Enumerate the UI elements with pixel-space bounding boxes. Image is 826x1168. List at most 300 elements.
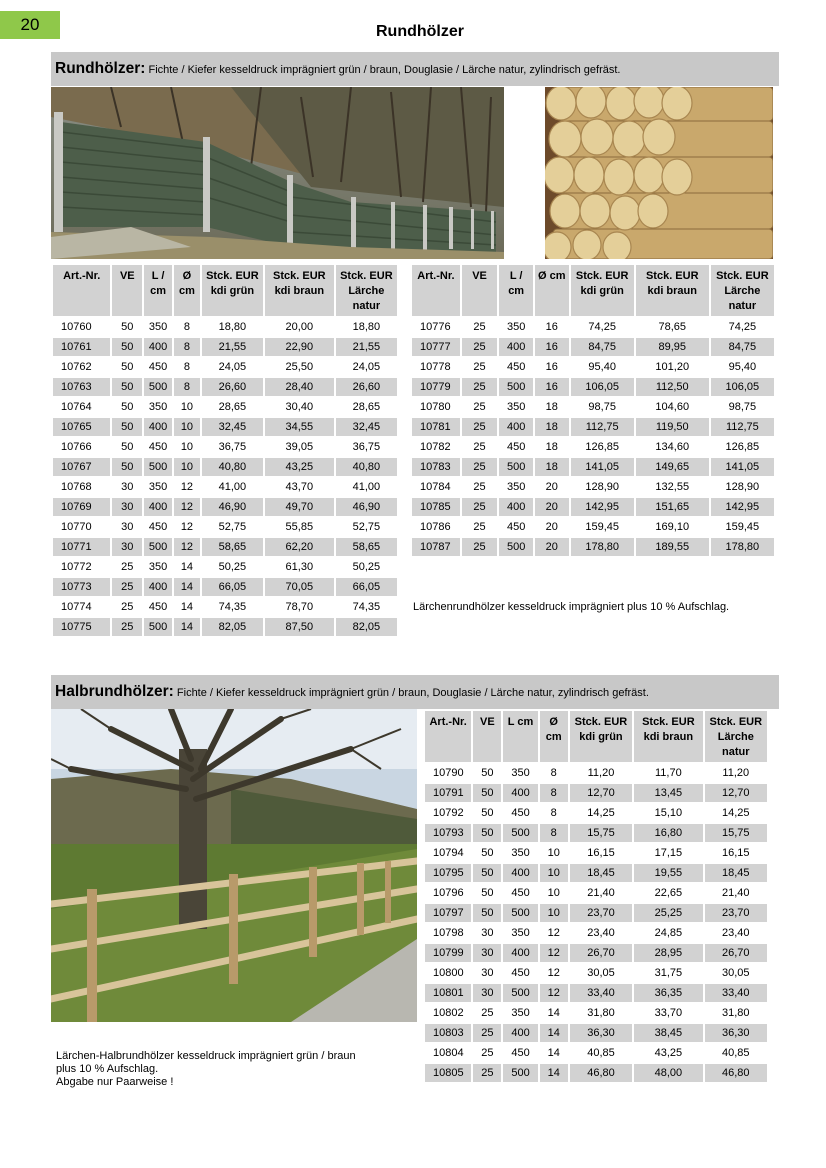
table-cell: 26,60 [336,378,397,396]
table-cell: 36,75 [202,438,263,456]
table-cell: 46,90 [336,498,397,516]
table-cell: 8 [540,764,568,782]
article-number: 10799 [425,944,471,962]
table-cell: 23,70 [570,904,632,922]
table-row [412,318,774,336]
table-cell: 18 [535,398,569,416]
table-cell: 21,55 [202,338,263,356]
table-cell: 18 [535,458,569,476]
table-row [53,318,397,336]
table-cell: 169,10 [636,518,709,536]
table-cell: 22,65 [634,884,702,902]
table-cell: 350 [144,558,172,576]
page-number-badge: 20 [0,11,60,39]
table-cell: 18,80 [336,318,397,336]
table-cell: 50 [473,764,501,782]
table-cell: 400 [503,784,537,802]
table-cell: 32,45 [202,418,263,436]
table-cell: 18 [535,418,569,436]
rundhoelzer-price-table-left [51,263,399,638]
note-line: plus 10 % Aufschlag. [56,1063,159,1075]
table-cell: 50 [112,438,142,456]
column-header: Ø cm [540,711,568,762]
table-cell: 49,70 [265,498,334,516]
table-cell: 84,75 [571,338,634,356]
table-cell: 30 [473,924,501,942]
table-cell: 21,40 [705,884,767,902]
article-number: 10776 [412,318,460,336]
table-cell: 25 [473,1044,501,1062]
table-cell: 32,45 [336,418,397,436]
table-cell: 55,85 [265,518,334,536]
table-cell: 10 [174,398,200,416]
article-number: 10804 [425,1044,471,1062]
table-cell: 25 [462,478,497,496]
table-cell: 36,30 [705,1024,767,1042]
table-cell: 500 [503,984,537,1002]
table-cell: 8 [174,358,200,376]
article-number: 10778 [412,358,460,376]
table-cell: 70,05 [265,578,334,596]
table-cell: 31,75 [634,964,702,982]
table-row [425,924,767,942]
section-description: Fichte / Kiefer kesseldruck imprägniert grün / braun, Douglasie / Lärche natur, zylindrisch gefräst. [176,687,649,699]
table-cell: 450 [503,964,537,982]
table-row [53,598,397,616]
column-header: VE [462,265,497,316]
column-header: VE [473,711,501,762]
table-cell: 112,75 [571,418,634,436]
table-cell: 350 [499,478,533,496]
table-cell: 50 [112,358,142,376]
table-cell: 450 [503,804,537,822]
table-cell: 50 [112,458,142,476]
table-cell: 40,80 [202,458,263,476]
article-number: 10782 [412,438,460,456]
table-cell: 39,05 [265,438,334,456]
table-cell: 178,80 [571,538,634,556]
table-cell: 400 [503,1024,537,1042]
table-cell: 25 [112,558,142,576]
table-cell: 350 [503,1004,537,1022]
table-cell: 500 [144,378,172,396]
column-header: L / cm [499,265,533,316]
table-cell: 50 [473,844,501,862]
table-row [425,784,767,802]
table-cell: 78,65 [636,318,709,336]
table-cell: 10 [540,884,568,902]
table-cell: 142,95 [571,498,634,516]
table-cell: 98,75 [571,398,634,416]
stacked-logs-photo [545,87,773,259]
table-cell: 66,05 [202,578,263,596]
table-row [425,944,767,962]
table-row [53,478,397,496]
table-cell: 500 [503,904,537,922]
table-cell: 23,70 [705,904,767,922]
table-cell: 18,45 [570,864,632,882]
table-cell: 25 [462,438,497,456]
table-cell: 31,80 [570,1004,632,1022]
column-header: Stck. EUR kdi braun [265,265,334,316]
table-cell: 25,25 [634,904,702,922]
table-cell: 8 [540,804,568,822]
table-header-row [53,265,397,316]
table-cell: 350 [144,318,172,336]
article-number: 10780 [412,398,460,416]
article-number: 10764 [53,398,110,416]
table-cell: 18,45 [705,864,767,882]
halbrundhoelzer-note [56,1050,356,1089]
column-header: Stck. EUR kdi braun [634,711,702,762]
column-header: Stck. EUR Lärche natur [711,265,774,316]
table-cell: 128,90 [571,478,634,496]
table-row [412,358,774,376]
table-cell: 30 [112,518,142,536]
table-cell: 159,45 [571,518,634,536]
table-row [412,458,774,476]
table-cell: 16,15 [705,844,767,862]
table-cell: 450 [144,598,172,616]
table-cell: 74,35 [336,598,397,616]
table-cell: 19,55 [634,864,702,882]
table-cell: 8 [540,824,568,842]
table-row [412,538,774,556]
table-cell: 30,05 [570,964,632,982]
table-row [412,338,774,356]
table-cell: 48,00 [634,1064,702,1082]
table-cell: 18 [535,438,569,456]
table-cell: 50 [112,338,142,356]
table-cell: 82,05 [202,618,263,636]
table-cell: 18,80 [202,318,263,336]
table-row [412,518,774,536]
table-cell: 24,85 [634,924,702,942]
table-cell: 16 [535,338,569,356]
note-line: Abgabe nur Paarweise ! [56,1076,174,1088]
table-cell: 14 [540,1004,568,1022]
section-description: Fichte / Kiefer kesseldruck imprägniert grün / braun, Douglasie / Lärche natur, zylindrisch gefräst. [148,64,621,76]
table-cell: 95,40 [571,358,634,376]
table-row [425,964,767,982]
table-cell: 25 [473,1024,501,1042]
article-number: 10784 [412,478,460,496]
table-header-row [425,711,767,762]
table-row [53,418,397,436]
note-line: Lärchen-Halbrundhölzer kesseldruck imprägniert grün / braun [56,1050,356,1062]
table-cell: 41,00 [202,478,263,496]
table-row [53,338,397,356]
table-cell: 38,45 [634,1024,702,1042]
table-cell: 12,70 [570,784,632,802]
table-row [425,984,767,1002]
column-header: Art.-Nr. [412,265,460,316]
table-cell: 112,75 [711,418,774,436]
table-row [412,438,774,456]
article-number: 10774 [53,598,110,616]
table-cell: 50 [112,378,142,396]
table-cell: 14 [174,618,200,636]
table-cell: 112,50 [636,378,709,396]
table-cell: 98,75 [711,398,774,416]
table-cell: 450 [499,438,533,456]
table-row [53,618,397,636]
table-cell: 26,70 [570,944,632,962]
article-number: 10794 [425,844,471,862]
table-cell: 12 [540,984,568,1002]
article-number: 10801 [425,984,471,1002]
table-cell: 101,20 [636,358,709,376]
table-cell: 400 [499,418,533,436]
table-cell: 15,10 [634,804,702,822]
section-header-rundhoelzer [51,52,779,86]
table-cell: 50 [112,418,142,436]
table-cell: 50 [473,884,501,902]
table-cell: 33,70 [634,1004,702,1022]
table-cell: 16,80 [634,824,702,842]
article-number: 10795 [425,864,471,882]
article-number: 10796 [425,884,471,902]
table-cell: 58,65 [202,538,263,556]
table-cell: 14 [174,578,200,596]
article-number: 10779 [412,378,460,396]
table-cell: 25,50 [265,358,334,376]
article-number: 10765 [53,418,110,436]
table-cell: 8 [174,378,200,396]
table-cell: 36,75 [336,438,397,456]
table-cell: 20,00 [265,318,334,336]
table-cell: 20 [535,538,569,556]
table-cell: 500 [503,824,537,842]
table-row [53,398,397,416]
table-cell: 12 [174,518,200,536]
table-cell: 74,25 [711,318,774,336]
table-cell: 20 [535,518,569,536]
table-cell: 25 [462,378,497,396]
table-row [53,538,397,556]
table-cell: 28,65 [336,398,397,416]
article-number: 10781 [412,418,460,436]
table-cell: 43,25 [634,1044,702,1062]
table-row [412,498,774,516]
table-cell: 25 [462,518,497,536]
table-cell: 58,65 [336,538,397,556]
table-cell: 500 [499,538,533,556]
table-cell: 500 [499,378,533,396]
table-cell: 350 [144,398,172,416]
table-cell: 10 [174,438,200,456]
table-row [425,804,767,822]
tree-fence-photo [51,709,417,1022]
table-cell: 36,30 [570,1024,632,1042]
table-cell: 12 [174,538,200,556]
table-cell: 16 [535,378,569,396]
article-number: 10800 [425,964,471,982]
article-number: 10791 [425,784,471,802]
table-cell: 106,05 [571,378,634,396]
table-row [412,398,774,416]
table-cell: 500 [144,458,172,476]
table-row [425,1004,767,1022]
table-cell: 450 [144,518,172,536]
table-cell: 31,80 [705,1004,767,1022]
article-number: 10768 [53,478,110,496]
table-cell: 25 [462,338,497,356]
table-row [425,904,767,922]
table-cell: 15,75 [570,824,632,842]
table-cell: 450 [499,358,533,376]
column-header: Art.-Nr. [425,711,471,762]
column-header: Stck. EUR kdi braun [636,265,709,316]
table-cell: 25 [112,598,142,616]
article-number: 10790 [425,764,471,782]
table-cell: 149,65 [636,458,709,476]
table-cell: 500 [144,618,172,636]
table-row [53,438,397,456]
table-cell: 40,80 [336,458,397,476]
column-header: Stck. EUR kdi grün [202,265,263,316]
table-cell: 25 [473,1004,501,1022]
table-cell: 24,05 [202,358,263,376]
table-cell: 74,35 [202,598,263,616]
table-cell: 10 [174,458,200,476]
table-cell: 20 [535,498,569,516]
table-cell: 74,25 [571,318,634,336]
article-number: 10770 [53,518,110,536]
table-cell: 14 [174,558,200,576]
table-cell: 141,05 [711,458,774,476]
table-cell: 22,90 [265,338,334,356]
column-header: Art.-Nr. [53,265,110,316]
table-cell: 10 [540,844,568,862]
table-cell: 14 [540,1024,568,1042]
table-cell: 28,40 [265,378,334,396]
table-cell: 46,80 [705,1064,767,1082]
table-cell: 26,70 [705,944,767,962]
table-cell: 43,70 [265,478,334,496]
article-number: 10785 [412,498,460,516]
table-cell: 13,45 [634,784,702,802]
table-cell: 400 [503,864,537,882]
table-row [425,884,767,902]
table-cell: 128,90 [711,478,774,496]
table-cell: 450 [144,358,172,376]
table-cell: 350 [503,844,537,862]
article-number: 10793 [425,824,471,842]
table-cell: 400 [144,418,172,436]
table-cell: 134,60 [636,438,709,456]
article-number: 10762 [53,358,110,376]
table-cell: 25 [462,358,497,376]
table-row [412,418,774,436]
table-cell: 189,55 [636,538,709,556]
table-cell: 21,40 [570,884,632,902]
article-number: 10766 [53,438,110,456]
table-cell: 25 [462,318,497,336]
table-cell: 12 [174,498,200,516]
table-cell: 400 [144,498,172,516]
table-cell: 20 [535,478,569,496]
table-cell: 89,95 [636,338,709,356]
table-cell: 8 [174,318,200,336]
column-header: Ø cm [174,265,200,316]
table-cell: 25 [473,1064,501,1082]
table-row [53,578,397,596]
table-cell: 21,55 [336,338,397,356]
section-header-halbrundhoelzer [51,675,779,709]
table-cell: 350 [503,924,537,942]
table-cell: 16 [535,318,569,336]
table-cell: 400 [499,498,533,516]
table-row [425,844,767,862]
palisade-wall-photo [51,87,504,259]
table-cell: 12,70 [705,784,767,802]
article-number: 10763 [53,378,110,396]
table-cell: 50 [473,784,501,802]
table-cell: 11,70 [634,764,702,782]
table-cell: 450 [499,518,533,536]
table-cell: 50 [473,864,501,882]
column-header: Ø cm [535,265,569,316]
table-cell: 61,30 [265,558,334,576]
article-number: 10777 [412,338,460,356]
article-number: 10761 [53,338,110,356]
table-cell: 12 [174,478,200,496]
table-cell: 159,45 [711,518,774,536]
table-cell: 151,65 [636,498,709,516]
table-cell: 500 [499,458,533,476]
table-cell: 8 [540,784,568,802]
table-row [425,1064,767,1082]
table-cell: 30,05 [705,964,767,982]
table-cell: 28,95 [634,944,702,962]
table-cell: 12 [540,964,568,982]
table-row [425,764,767,782]
table-row [53,518,397,536]
table-cell: 84,75 [711,338,774,356]
table-cell: 30 [112,498,142,516]
table-cell: 43,25 [265,458,334,476]
table-cell: 17,15 [634,844,702,862]
table-cell: 11,20 [705,764,767,782]
page-title: Rundhölzer [376,23,464,40]
rundhoelzer-note: Lärchenrundhölzer kesseldruck imprägniert plus 10 % Aufschlag. [413,601,730,613]
table-cell: 10 [174,418,200,436]
article-number: 10783 [412,458,460,476]
section-title: Rundhölzer: [55,60,146,77]
article-number: 10803 [425,1024,471,1042]
rundhoelzer-price-table-right [410,263,776,558]
table-cell: 25 [462,498,497,516]
table-cell: 41,00 [336,478,397,496]
table-cell: 50 [473,824,501,842]
table-cell: 400 [503,944,537,962]
table-cell: 14 [174,598,200,616]
table-row [425,1044,767,1062]
table-cell: 119,50 [636,418,709,436]
table-row [412,378,774,396]
table-cell: 400 [144,578,172,596]
table-cell: 25 [462,458,497,476]
column-header: VE [112,265,142,316]
table-row [412,478,774,496]
table-cell: 12 [540,924,568,942]
table-cell: 350 [503,764,537,782]
table-cell: 50 [112,318,142,336]
table-cell: 104,60 [636,398,709,416]
article-number: 10802 [425,1004,471,1022]
table-cell: 12 [540,944,568,962]
